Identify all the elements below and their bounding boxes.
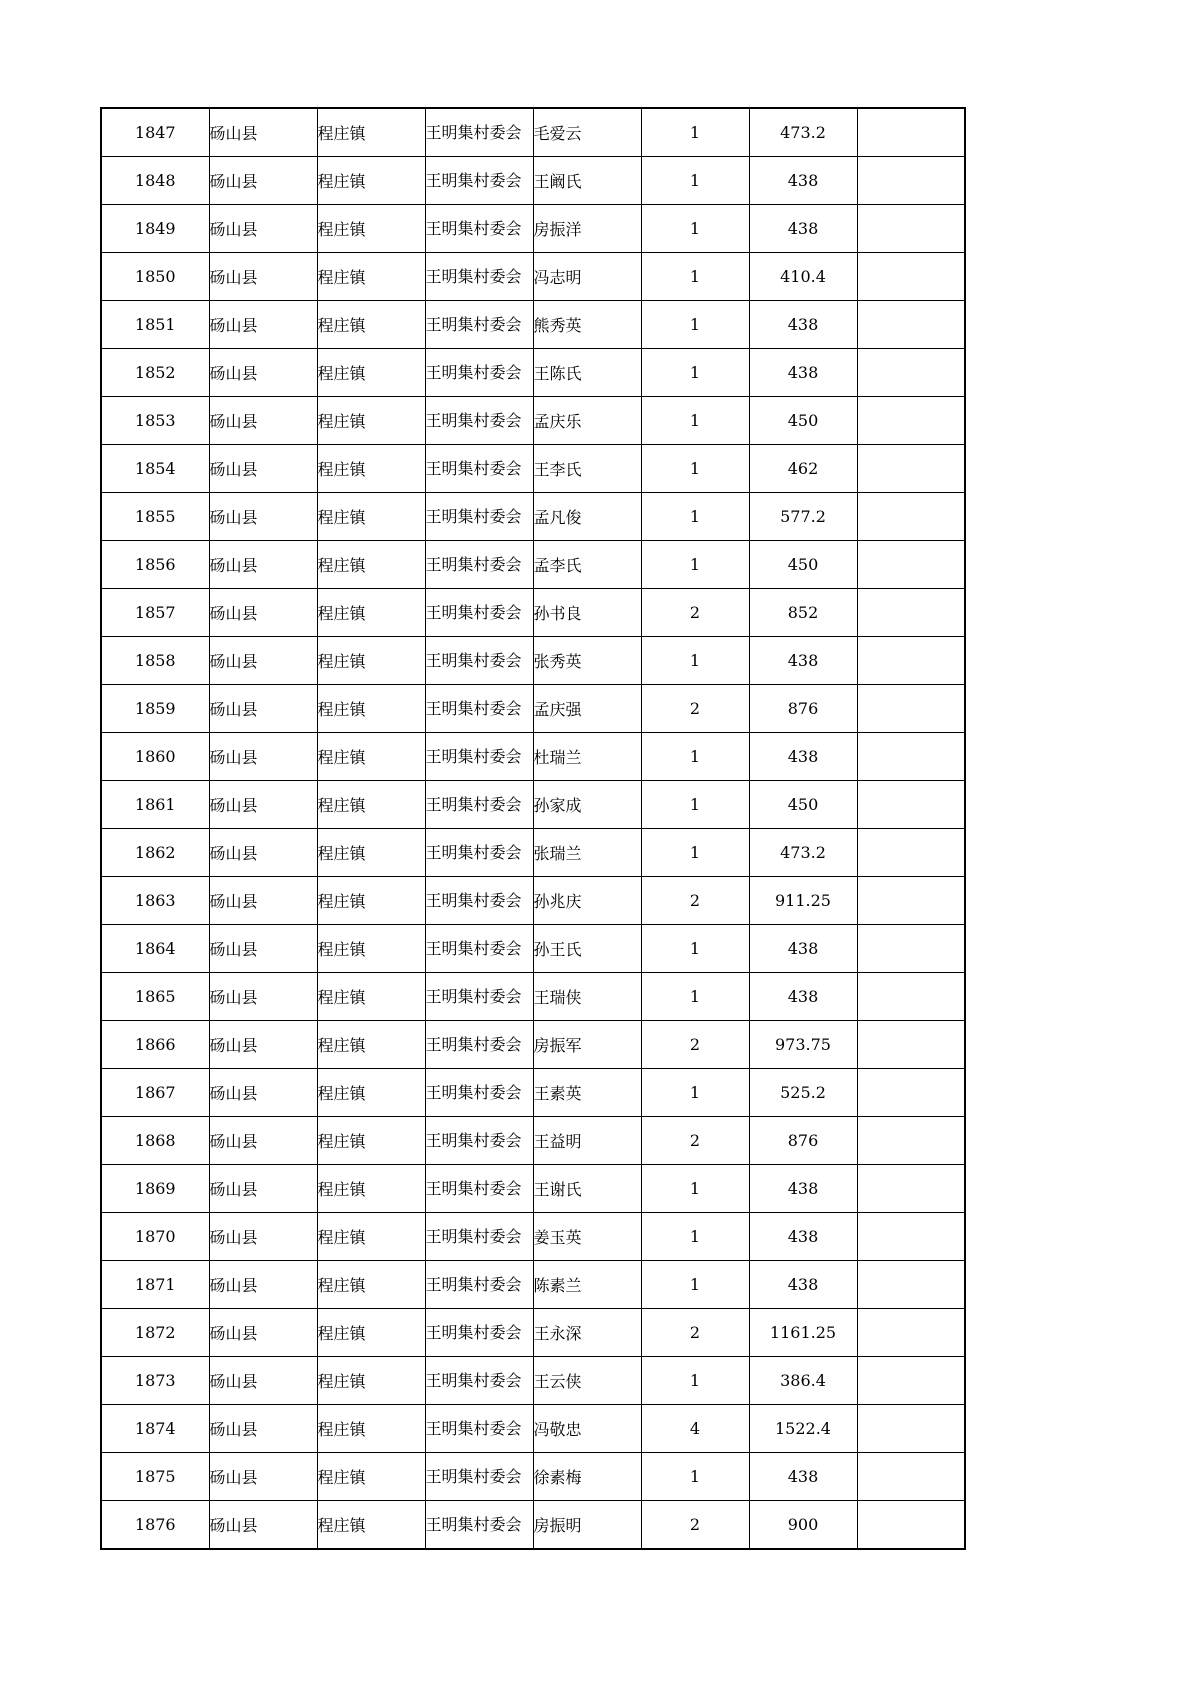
cell-note xyxy=(857,1069,965,1117)
cell-serial-number: 1858 xyxy=(101,637,209,685)
table-row xyxy=(101,781,965,829)
cell-village-committee: 王明集村委会 xyxy=(425,1501,533,1550)
cell-note xyxy=(857,397,965,445)
cell-person-count: 2 xyxy=(641,877,749,925)
cell-amount: 438 xyxy=(749,637,857,685)
table-row xyxy=(101,1357,965,1405)
cell-person-name: 杜瑞兰 xyxy=(533,733,641,781)
cell-county: 砀山县 xyxy=(209,1309,317,1357)
cell-village-committee: 王明集村委会 xyxy=(425,1357,533,1405)
cell-amount: 973.75 xyxy=(749,1021,857,1069)
cell-person-count: 2 xyxy=(641,1117,749,1165)
cell-town: 程庄镇 xyxy=(317,685,425,733)
cell-person-count: 1 xyxy=(641,1213,749,1261)
cell-amount: 473.2 xyxy=(749,108,857,157)
data-table xyxy=(100,107,966,1550)
cell-town: 程庄镇 xyxy=(317,205,425,253)
table-row xyxy=(101,1501,965,1550)
cell-person-name: 冯敬忠 xyxy=(533,1405,641,1453)
cell-village-committee: 王明集村委会 xyxy=(425,108,533,157)
table-row xyxy=(101,253,965,301)
cell-note xyxy=(857,157,965,205)
table-body xyxy=(101,108,965,1549)
cell-county: 砀山县 xyxy=(209,157,317,205)
cell-town: 程庄镇 xyxy=(317,1357,425,1405)
cell-county: 砀山县 xyxy=(209,301,317,349)
cell-village-committee: 王明集村委会 xyxy=(425,301,533,349)
cell-town: 程庄镇 xyxy=(317,925,425,973)
table-row xyxy=(101,1309,965,1357)
cell-village-committee: 王明集村委会 xyxy=(425,829,533,877)
cell-person-name: 姜玉英 xyxy=(533,1213,641,1261)
cell-person-count: 1 xyxy=(641,205,749,253)
cell-village-committee: 王明集村委会 xyxy=(425,349,533,397)
cell-person-count: 1 xyxy=(641,397,749,445)
cell-town: 程庄镇 xyxy=(317,973,425,1021)
cell-serial-number: 1872 xyxy=(101,1309,209,1357)
cell-serial-number: 1869 xyxy=(101,1165,209,1213)
table-row xyxy=(101,205,965,253)
table-row xyxy=(101,157,965,205)
table-row xyxy=(101,1213,965,1261)
cell-county: 砀山县 xyxy=(209,973,317,1021)
cell-town: 程庄镇 xyxy=(317,1501,425,1550)
cell-village-committee: 王明集村委会 xyxy=(425,541,533,589)
cell-person-name: 冯志明 xyxy=(533,253,641,301)
cell-serial-number: 1865 xyxy=(101,973,209,1021)
table-row xyxy=(101,1165,965,1213)
cell-person-count: 1 xyxy=(641,253,749,301)
cell-village-committee: 王明集村委会 xyxy=(425,637,533,685)
cell-village-committee: 王明集村委会 xyxy=(425,1309,533,1357)
cell-note xyxy=(857,349,965,397)
cell-amount: 876 xyxy=(749,1117,857,1165)
cell-person-count: 1 xyxy=(641,349,749,397)
cell-serial-number: 1862 xyxy=(101,829,209,877)
cell-person-name: 毛爱云 xyxy=(533,108,641,157)
table-row xyxy=(101,877,965,925)
cell-serial-number: 1875 xyxy=(101,1453,209,1501)
cell-county: 砀山县 xyxy=(209,108,317,157)
cell-county: 砀山县 xyxy=(209,589,317,637)
cell-town: 程庄镇 xyxy=(317,1165,425,1213)
cell-county: 砀山县 xyxy=(209,397,317,445)
cell-village-committee: 王明集村委会 xyxy=(425,973,533,1021)
cell-serial-number: 1850 xyxy=(101,253,209,301)
cell-county: 砀山县 xyxy=(209,1357,317,1405)
cell-village-committee: 王明集村委会 xyxy=(425,1117,533,1165)
cell-village-committee: 王明集村委会 xyxy=(425,397,533,445)
cell-village-committee: 王明集村委会 xyxy=(425,1165,533,1213)
cell-village-committee: 王明集村委会 xyxy=(425,1453,533,1501)
cell-person-name: 孟庆强 xyxy=(533,685,641,733)
cell-amount: 876 xyxy=(749,685,857,733)
cell-village-committee: 王明集村委会 xyxy=(425,1021,533,1069)
cell-person-count: 1 xyxy=(641,1069,749,1117)
cell-note xyxy=(857,1309,965,1357)
cell-amount: 1161.25 xyxy=(749,1309,857,1357)
cell-person-name: 王瑞侠 xyxy=(533,973,641,1021)
table-row xyxy=(101,493,965,541)
cell-town: 程庄镇 xyxy=(317,781,425,829)
cell-person-name: 王李氏 xyxy=(533,445,641,493)
cell-town: 程庄镇 xyxy=(317,493,425,541)
cell-village-committee: 王明集村委会 xyxy=(425,589,533,637)
cell-person-count: 1 xyxy=(641,1453,749,1501)
cell-town: 程庄镇 xyxy=(317,108,425,157)
cell-person-count: 1 xyxy=(641,493,749,541)
table-row xyxy=(101,589,965,637)
table-row xyxy=(101,1117,965,1165)
cell-village-committee: 王明集村委会 xyxy=(425,781,533,829)
cell-person-count: 2 xyxy=(641,685,749,733)
cell-village-committee: 王明集村委会 xyxy=(425,493,533,541)
cell-person-count: 1 xyxy=(641,1357,749,1405)
table-row xyxy=(101,541,965,589)
cell-person-name: 孟庆乐 xyxy=(533,397,641,445)
cell-amount: 450 xyxy=(749,397,857,445)
cell-note xyxy=(857,877,965,925)
cell-serial-number: 1873 xyxy=(101,1357,209,1405)
cell-serial-number: 1861 xyxy=(101,781,209,829)
cell-amount: 438 xyxy=(749,1213,857,1261)
cell-village-committee: 王明集村委会 xyxy=(425,253,533,301)
cell-person-name: 王素英 xyxy=(533,1069,641,1117)
cell-town: 程庄镇 xyxy=(317,541,425,589)
cell-county: 砀山县 xyxy=(209,1501,317,1550)
cell-amount: 473.2 xyxy=(749,829,857,877)
cell-town: 程庄镇 xyxy=(317,1213,425,1261)
cell-amount: 410.4 xyxy=(749,253,857,301)
cell-person-name: 孙王氏 xyxy=(533,925,641,973)
cell-town: 程庄镇 xyxy=(317,397,425,445)
cell-town: 程庄镇 xyxy=(317,829,425,877)
cell-person-name: 王云侠 xyxy=(533,1357,641,1405)
cell-serial-number: 1874 xyxy=(101,1405,209,1453)
cell-county: 砀山县 xyxy=(209,637,317,685)
cell-village-committee: 王明集村委会 xyxy=(425,205,533,253)
cell-county: 砀山县 xyxy=(209,829,317,877)
cell-village-committee: 王明集村委会 xyxy=(425,733,533,781)
cell-amount: 1522.4 xyxy=(749,1405,857,1453)
cell-serial-number: 1856 xyxy=(101,541,209,589)
cell-town: 程庄镇 xyxy=(317,637,425,685)
cell-person-name: 房振军 xyxy=(533,1021,641,1069)
cell-county: 砀山县 xyxy=(209,1213,317,1261)
cell-note xyxy=(857,1117,965,1165)
cell-serial-number: 1864 xyxy=(101,925,209,973)
cell-amount: 438 xyxy=(749,733,857,781)
cell-village-committee: 王明集村委会 xyxy=(425,157,533,205)
cell-person-name: 房振洋 xyxy=(533,205,641,253)
cell-county: 砀山县 xyxy=(209,541,317,589)
cell-note xyxy=(857,205,965,253)
cell-person-count: 1 xyxy=(641,445,749,493)
cell-person-name: 王陈氏 xyxy=(533,349,641,397)
table-row xyxy=(101,1405,965,1453)
cell-serial-number: 1860 xyxy=(101,733,209,781)
cell-person-name: 孟李氏 xyxy=(533,541,641,589)
cell-town: 程庄镇 xyxy=(317,1405,425,1453)
cell-town: 程庄镇 xyxy=(317,445,425,493)
cell-amount: 438 xyxy=(749,205,857,253)
cell-village-committee: 王明集村委会 xyxy=(425,1405,533,1453)
cell-county: 砀山县 xyxy=(209,781,317,829)
cell-person-name: 王谢氏 xyxy=(533,1165,641,1213)
cell-serial-number: 1855 xyxy=(101,493,209,541)
cell-serial-number: 1854 xyxy=(101,445,209,493)
cell-note xyxy=(857,541,965,589)
cell-serial-number: 1853 xyxy=(101,397,209,445)
cell-note xyxy=(857,493,965,541)
cell-person-name: 孙兆庆 xyxy=(533,877,641,925)
cell-amount: 438 xyxy=(749,1165,857,1213)
cell-town: 程庄镇 xyxy=(317,253,425,301)
table-row xyxy=(101,1021,965,1069)
cell-county: 砀山县 xyxy=(209,1405,317,1453)
cell-county: 砀山县 xyxy=(209,205,317,253)
cell-serial-number: 1863 xyxy=(101,877,209,925)
cell-county: 砀山县 xyxy=(209,1453,317,1501)
cell-person-name: 熊秀英 xyxy=(533,301,641,349)
cell-serial-number: 1868 xyxy=(101,1117,209,1165)
cell-person-count: 1 xyxy=(641,157,749,205)
cell-county: 砀山县 xyxy=(209,1021,317,1069)
cell-amount: 438 xyxy=(749,973,857,1021)
table-row xyxy=(101,685,965,733)
cell-serial-number: 1876 xyxy=(101,1501,209,1550)
cell-amount: 462 xyxy=(749,445,857,493)
cell-note xyxy=(857,1405,965,1453)
table-row xyxy=(101,349,965,397)
cell-note xyxy=(857,1213,965,1261)
cell-town: 程庄镇 xyxy=(317,1453,425,1501)
cell-person-count: 1 xyxy=(641,781,749,829)
cell-town: 程庄镇 xyxy=(317,1117,425,1165)
cell-note xyxy=(857,637,965,685)
cell-village-committee: 王明集村委会 xyxy=(425,1213,533,1261)
cell-amount: 852 xyxy=(749,589,857,637)
cell-note xyxy=(857,1021,965,1069)
cell-county: 砀山县 xyxy=(209,685,317,733)
cell-note xyxy=(857,781,965,829)
cell-person-count: 1 xyxy=(641,733,749,781)
cell-serial-number: 1867 xyxy=(101,1069,209,1117)
cell-person-count: 1 xyxy=(641,541,749,589)
cell-village-committee: 王明集村委会 xyxy=(425,925,533,973)
cell-serial-number: 1871 xyxy=(101,1261,209,1309)
cell-county: 砀山县 xyxy=(209,493,317,541)
cell-amount: 900 xyxy=(749,1501,857,1550)
cell-person-count: 1 xyxy=(641,108,749,157)
cell-amount: 438 xyxy=(749,349,857,397)
cell-serial-number: 1847 xyxy=(101,108,209,157)
cell-note xyxy=(857,253,965,301)
cell-person-count: 2 xyxy=(641,1021,749,1069)
table-row xyxy=(101,1069,965,1117)
cell-person-name: 张瑞兰 xyxy=(533,829,641,877)
cell-note xyxy=(857,733,965,781)
cell-amount: 438 xyxy=(749,301,857,349)
cell-county: 砀山县 xyxy=(209,1117,317,1165)
cell-serial-number: 1859 xyxy=(101,685,209,733)
cell-serial-number: 1870 xyxy=(101,1213,209,1261)
cell-person-count: 1 xyxy=(641,973,749,1021)
cell-county: 砀山县 xyxy=(209,1069,317,1117)
cell-note xyxy=(857,1453,965,1501)
cell-town: 程庄镇 xyxy=(317,157,425,205)
cell-town: 程庄镇 xyxy=(317,1309,425,1357)
cell-village-committee: 王明集村委会 xyxy=(425,1261,533,1309)
cell-amount: 450 xyxy=(749,541,857,589)
cell-person-name: 张秀英 xyxy=(533,637,641,685)
cell-serial-number: 1866 xyxy=(101,1021,209,1069)
cell-person-name: 王永深 xyxy=(533,1309,641,1357)
cell-serial-number: 1849 xyxy=(101,205,209,253)
table-row xyxy=(101,1453,965,1501)
cell-person-name: 孟凡俊 xyxy=(533,493,641,541)
cell-town: 程庄镇 xyxy=(317,589,425,637)
cell-note xyxy=(857,108,965,157)
cell-person-count: 4 xyxy=(641,1405,749,1453)
table-row xyxy=(101,829,965,877)
cell-village-committee: 王明集村委会 xyxy=(425,685,533,733)
cell-person-name: 陈素兰 xyxy=(533,1261,641,1309)
cell-person-name: 孙书良 xyxy=(533,589,641,637)
cell-amount: 525.2 xyxy=(749,1069,857,1117)
cell-amount: 577.2 xyxy=(749,493,857,541)
cell-village-committee: 王明集村委会 xyxy=(425,1069,533,1117)
table-row xyxy=(101,925,965,973)
cell-note xyxy=(857,589,965,637)
table-row xyxy=(101,108,965,157)
cell-county: 砀山县 xyxy=(209,349,317,397)
table-row xyxy=(101,445,965,493)
table-row xyxy=(101,301,965,349)
cell-person-count: 1 xyxy=(641,637,749,685)
cell-person-count: 2 xyxy=(641,1309,749,1357)
cell-note xyxy=(857,445,965,493)
cell-amount: 386.4 xyxy=(749,1357,857,1405)
cell-village-committee: 王明集村委会 xyxy=(425,877,533,925)
cell-note xyxy=(857,1165,965,1213)
cell-person-count: 1 xyxy=(641,1165,749,1213)
cell-county: 砀山县 xyxy=(209,445,317,493)
cell-serial-number: 1848 xyxy=(101,157,209,205)
cell-person-count: 2 xyxy=(641,1501,749,1550)
cell-serial-number: 1857 xyxy=(101,589,209,637)
cell-person-name: 房振明 xyxy=(533,1501,641,1550)
cell-amount: 438 xyxy=(749,1261,857,1309)
cell-county: 砀山县 xyxy=(209,1165,317,1213)
cell-town: 程庄镇 xyxy=(317,301,425,349)
table-row xyxy=(101,973,965,1021)
cell-person-count: 1 xyxy=(641,1261,749,1309)
cell-note xyxy=(857,301,965,349)
cell-county: 砀山县 xyxy=(209,253,317,301)
cell-person-name: 徐素梅 xyxy=(533,1453,641,1501)
cell-county: 砀山县 xyxy=(209,877,317,925)
cell-note xyxy=(857,1501,965,1550)
table-row xyxy=(101,1261,965,1309)
cell-town: 程庄镇 xyxy=(317,1021,425,1069)
cell-note xyxy=(857,685,965,733)
cell-town: 程庄镇 xyxy=(317,349,425,397)
cell-note xyxy=(857,973,965,1021)
cell-amount: 450 xyxy=(749,781,857,829)
cell-town: 程庄镇 xyxy=(317,1261,425,1309)
cell-note xyxy=(857,1357,965,1405)
cell-person-count: 1 xyxy=(641,301,749,349)
table-row xyxy=(101,397,965,445)
cell-town: 程庄镇 xyxy=(317,1069,425,1117)
cell-county: 砀山县 xyxy=(209,925,317,973)
cell-serial-number: 1852 xyxy=(101,349,209,397)
table-row xyxy=(101,733,965,781)
cell-amount: 438 xyxy=(749,1453,857,1501)
cell-serial-number: 1851 xyxy=(101,301,209,349)
cell-person-count: 2 xyxy=(641,589,749,637)
cell-note xyxy=(857,925,965,973)
cell-amount: 438 xyxy=(749,925,857,973)
cell-note xyxy=(857,1261,965,1309)
cell-town: 程庄镇 xyxy=(317,877,425,925)
cell-person-name: 王阚氏 xyxy=(533,157,641,205)
cell-amount: 438 xyxy=(749,157,857,205)
cell-county: 砀山县 xyxy=(209,1261,317,1309)
cell-person-count: 1 xyxy=(641,925,749,973)
cell-person-count: 1 xyxy=(641,829,749,877)
cell-county: 砀山县 xyxy=(209,733,317,781)
cell-village-committee: 王明集村委会 xyxy=(425,445,533,493)
cell-person-name: 王益明 xyxy=(533,1117,641,1165)
cell-person-name: 孙家成 xyxy=(533,781,641,829)
cell-amount: 911.25 xyxy=(749,877,857,925)
cell-note xyxy=(857,829,965,877)
table-row xyxy=(101,637,965,685)
cell-town: 程庄镇 xyxy=(317,733,425,781)
